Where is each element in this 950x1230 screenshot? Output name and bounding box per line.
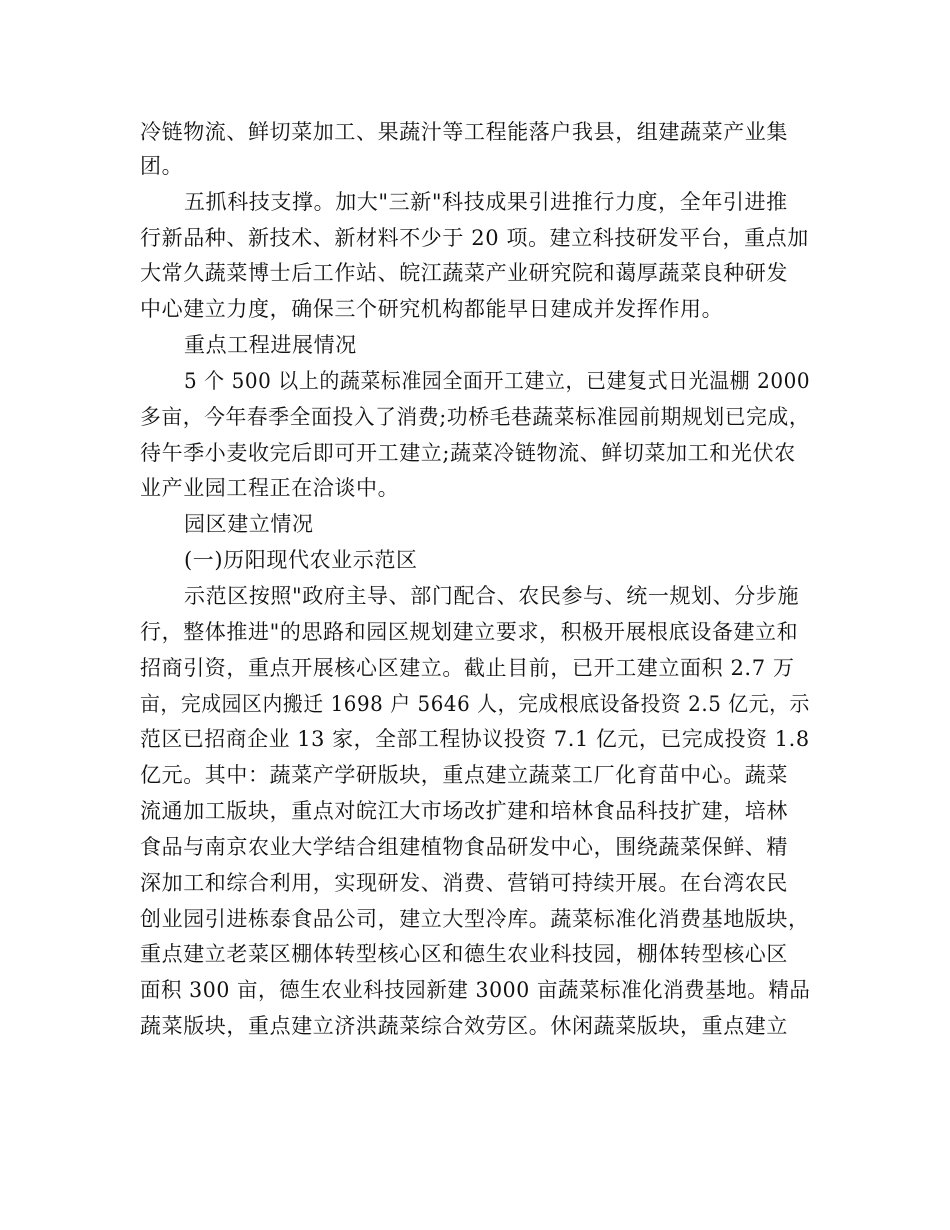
text-line: 冷链物流、鲜切菜加工、果蔬汁等工程能落户我县，组建蔬菜产业集 [140,120,788,144]
text-line: 业产业园工程正在洽谈中。 [140,476,400,500]
text-line: 5 个 500 以上的蔬菜标准园全面开工建立，已建复式日光温棚 2000 [184,369,811,393]
text-line: 创业园引进栋泰食品公司，建立大型冷库。蔬菜标准化消费基地版块， [140,907,810,931]
text-line: 大常久蔬菜博士后工作站、皖江蔬菜产业研究院和蔼厚蔬菜良种研发 [140,261,788,285]
text-line: 示范区按照"政府主导、部门配合、农民参与、统一规划、分步施 [184,584,800,608]
text-line: 食品与南京农业大学结合组建植物食品研发中心，围绕蔬菜保鲜、精 [140,835,788,859]
section-heading: 重点工程进展情况 [184,333,357,357]
text-line: 五抓科技支撑。加大"三新"科技成果引进推行力度，全年引进推 [184,190,788,214]
text-line: 面积 300 亩，德生农业科技园新建 3000 亩蔬菜标准化消费基地。精品 [140,978,811,1002]
text-line: 范区已招商企业 13 家，全部工程协议投资 7.1 亿元，已完成投资 1.8 [140,727,810,751]
text-line: 重点建立老菜区棚体转型核心区和德生农业科技园，棚体转型核心区 [140,942,788,966]
text-line: 招商引资，重点开展核心区建立。截止目前，已开工建立面积 2.7 万 [140,656,795,680]
text-line: 中心建立力度，确保三个研究机构都能早日建成并发挥作用。 [140,297,724,321]
text-line: 深加工和综合利用，实现研发、消费、营销可持续开展。在台湾农民 [140,871,788,895]
text-line: 行，整体推进"的思路和园区规划建立要求，积极开展根底设备建立和 [140,620,799,644]
text-line: 亩，完成园区内搬迁 1698 户 5646 人，完成根底设备投资 2.5 亿元，示 [140,692,810,716]
text-line: 行新品种、新技术、新材料不少于 20 项。建立科技研发平台，重点加 [140,226,809,250]
text-line: 多亩，今年春季全面投入了消费;功桥毛巷蔬菜标准园前期规划已完成， [140,405,811,429]
section-heading: 园区建立情况 [184,512,314,536]
text-line: 流通加工版块，重点对皖江大市场改扩建和培林食品科技扩建，培林 [140,799,788,823]
text-line: 蔬菜版块，重点建立济洪蔬菜综合效劳区。休闲蔬菜版块，重点建立 [140,1014,788,1038]
text-line: 亿元。其中：蔬菜产学研版块，重点建立蔬菜工厂化育苗中心。蔬菜 [140,763,788,787]
subsection-heading: (一)历阳现代农业示范区 [184,548,418,572]
text-line: 团。 [140,154,184,178]
text-line: 待午季小麦收完后即可开工建立;蔬菜冷链物流、鲜切菜加工和光伏农 [140,441,796,465]
